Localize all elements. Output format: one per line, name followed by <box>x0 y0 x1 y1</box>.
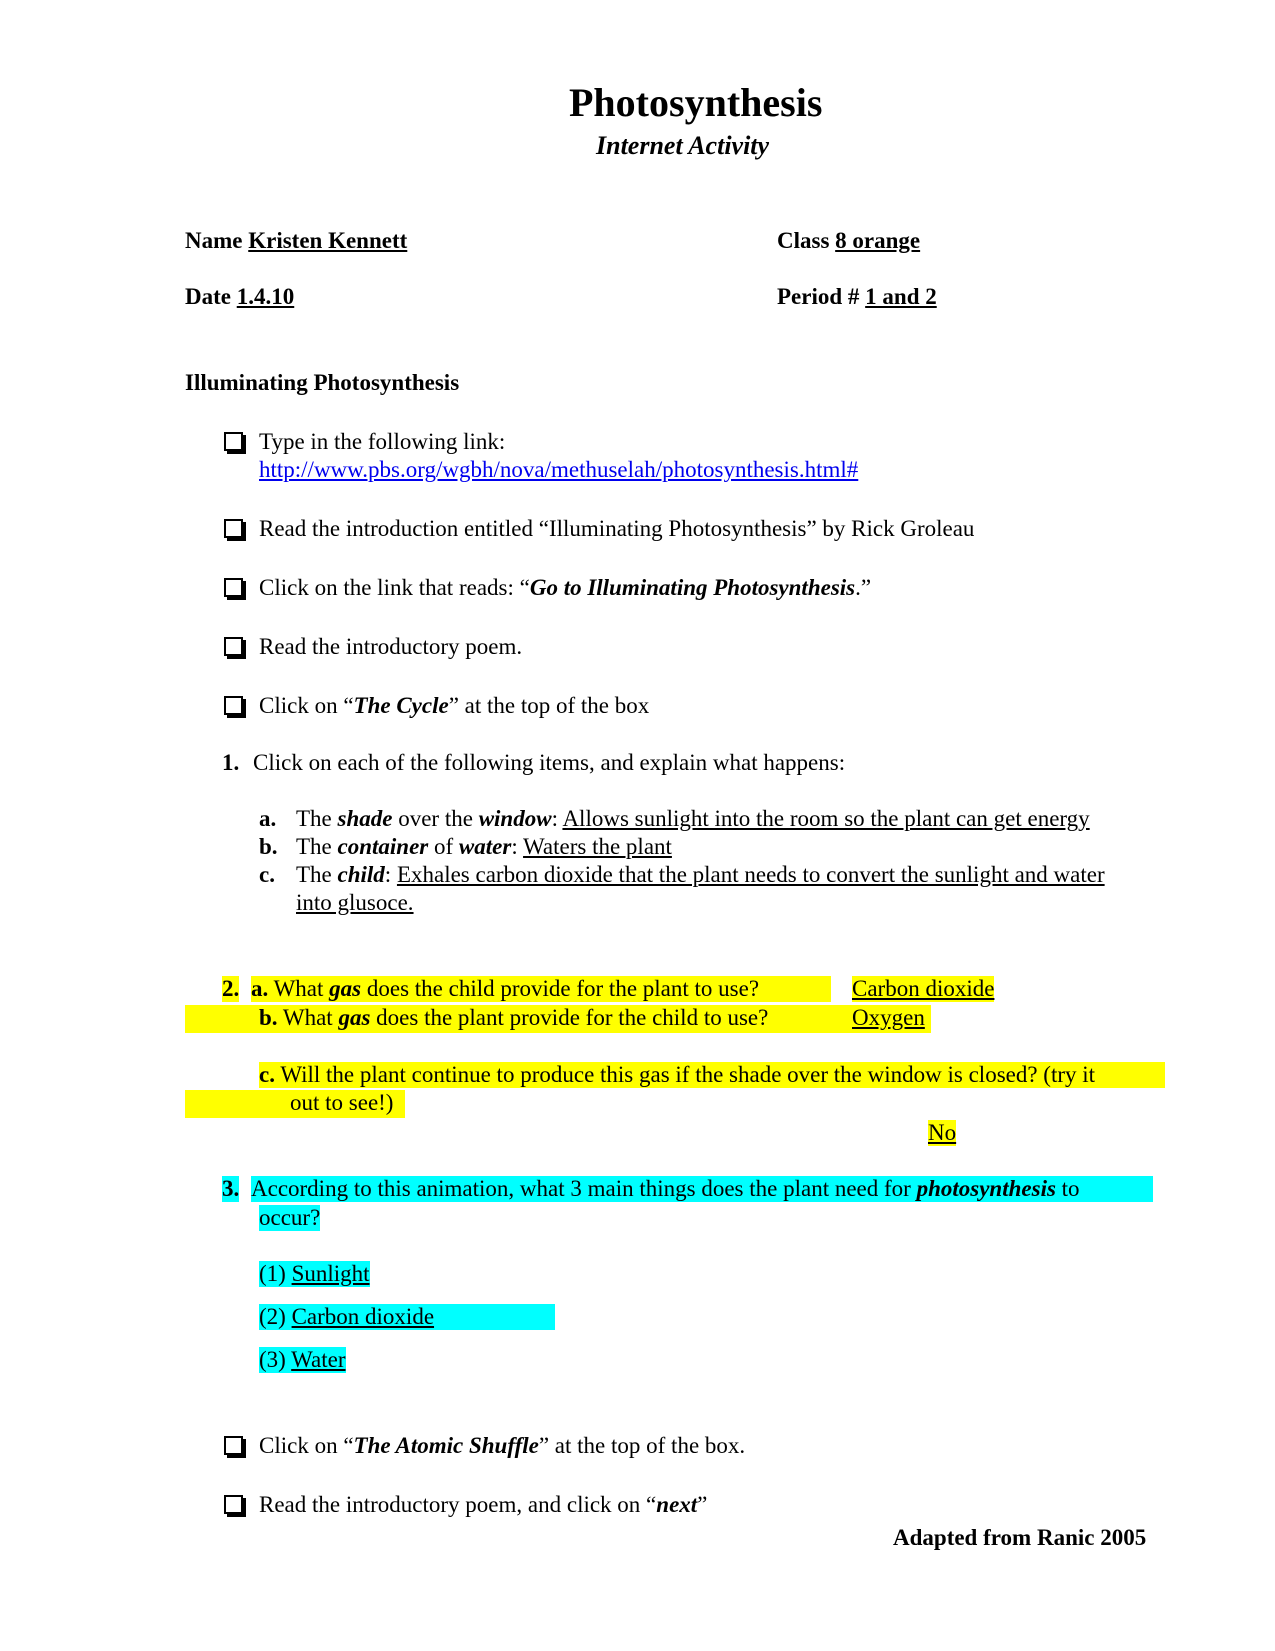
answer-text: Oxygen <box>852 1005 925 1030</box>
step-text: Type in the following link: <box>259 429 506 454</box>
activity-link[interactable]: http://www.pbs.org/wgbh/nova/methuselah/photosynthesis.html# <box>259 457 859 482</box>
date-value: 1.4.10 <box>236 284 295 309</box>
date-label: Date <box>185 284 231 309</box>
step-text: Click on “The Atomic Shuffle” at the top of the box. <box>259 1433 746 1458</box>
list-item: The shade over the window: Allows sunlight into the room so the plant can get energy <box>296 806 1090 831</box>
page-title: Photosynthesis <box>569 80 823 125</box>
footer-credit: Adapted from Ranic 2005 <box>893 1525 1147 1550</box>
checkbox-icon[interactable] <box>224 578 243 597</box>
answer-text: No <box>928 1120 957 1145</box>
name-field <box>185 228 407 254</box>
section-title: Illuminating Photosynthesis <box>185 370 460 395</box>
name-value: Kristen Kennett <box>248 228 408 253</box>
list-item: The child: Exhales carbon dioxide that the plant needs to convert the sunlight and water <box>296 862 1105 887</box>
list-item: (2) Carbon dioxide <box>259 1304 555 1330</box>
list-item: (1) Sunlight <box>259 1261 370 1286</box>
checkbox-icon[interactable] <box>224 432 243 451</box>
item-letter: c. <box>259 862 275 887</box>
answer-text: Water <box>291 1347 346 1372</box>
class-label: Class <box>777 228 830 253</box>
step-text: Read the introductory poem. <box>259 634 523 659</box>
list-item: (3) Water <box>259 1347 346 1372</box>
question-prompt: Click on each of the following items, and explain what happens: <box>253 750 846 775</box>
step-text: Read the introduction entitled “Illuminating Photosynthesis” by Rick Groleau <box>259 516 975 541</box>
name-label: Name <box>185 228 243 253</box>
checkbox-icon[interactable] <box>224 696 243 715</box>
answer-text: Allows sunlight into the room so the plant can get energy <box>562 806 1090 831</box>
step-text: Click on the link that reads: “Go to Illuminating Photosynthesis.” <box>259 575 872 600</box>
list-item: b. What gas does the plant provide for the child to use? <box>259 1005 769 1030</box>
question-number: 2. <box>222 976 240 1001</box>
list-item-continuation: out to see!) <box>290 1090 394 1115</box>
question-prompt: According to this animation, what 3 main things does the plant need for photosynthesis to <box>251 1176 1153 1202</box>
period-label: Period # <box>777 284 860 309</box>
answer-text: Carbon dioxide <box>291 1304 435 1329</box>
checkbox-icon[interactable] <box>224 637 243 656</box>
item-letter: b. <box>259 834 278 859</box>
answer-text: Exhales carbon dioxide that the plant needs to convert the sunlight and water <box>396 862 1105 887</box>
question-number: 1. <box>222 750 240 775</box>
question-number: 3. <box>222 1176 240 1201</box>
class-field <box>777 228 920 254</box>
answer-text: Waters the plant <box>523 834 672 859</box>
answer-text: into glusoce. <box>296 890 414 915</box>
checkbox-icon[interactable] <box>224 519 243 538</box>
date-field <box>185 284 294 310</box>
page-subtitle: Internet Activity <box>596 131 770 160</box>
period-field <box>777 284 937 310</box>
answer-text: Carbon dioxide <box>852 976 995 1001</box>
list-item: The container of water: Waters the plant <box>296 834 672 859</box>
list-item: c. Will the plant continue to produce this gas if the shade over the window is closed? (try it <box>259 1062 1165 1088</box>
period-value: 1 and 2 <box>865 284 937 309</box>
step-text: Read the introductory poem, and click on “next” <box>259 1492 708 1517</box>
list-item: a. What gas does the child provide for the plant to use? <box>251 976 831 1002</box>
checkbox-icon[interactable] <box>224 1495 243 1514</box>
link-name: Go to Illuminating Photosynthesis <box>529 575 856 600</box>
checkbox-icon[interactable] <box>224 1436 243 1455</box>
class-value: 8 orange <box>835 228 921 253</box>
item-letter: a. <box>259 806 277 831</box>
answer-text: Sunlight <box>291 1261 370 1286</box>
step-text: Click on “The Cycle” at the top of the box <box>259 693 650 718</box>
question-prompt-continuation: occur? <box>259 1205 321 1230</box>
